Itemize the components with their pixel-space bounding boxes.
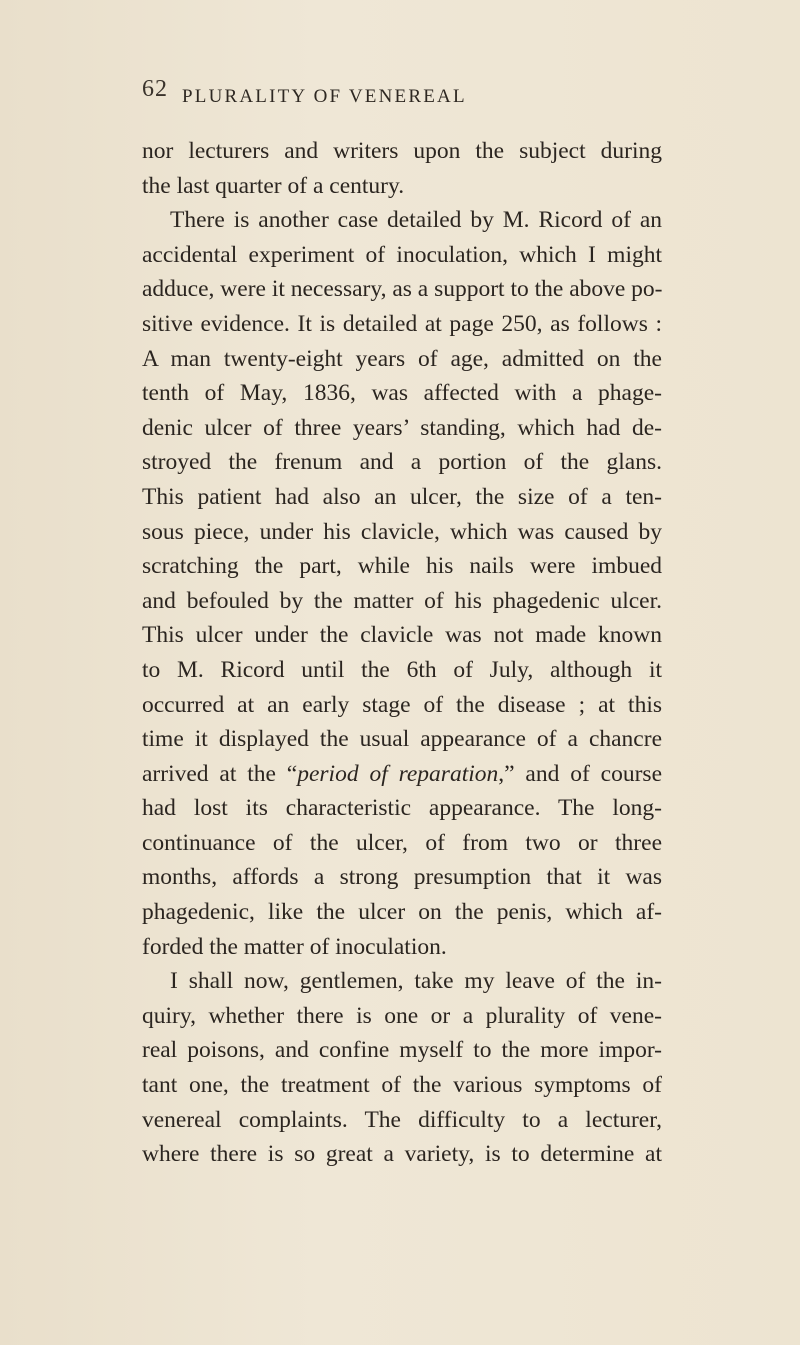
text-run: arrived at the “ bbox=[142, 760, 298, 787]
text-line bbox=[142, 618, 662, 653]
text-line bbox=[142, 722, 662, 757]
text-run: forded the matter of inoculation. bbox=[142, 933, 447, 960]
text-run: venereal complaints. The difficulty to a lecturer, bbox=[142, 1106, 662, 1133]
text-run: continuance of the ulcer, of from two or three bbox=[142, 829, 662, 856]
text-line bbox=[142, 1033, 662, 1068]
text-line bbox=[142, 203, 662, 238]
text-line bbox=[142, 688, 662, 723]
text-run: accidental experiment of inoculation, which I might bbox=[142, 241, 662, 268]
text-run: This patient had also an ulcer, the size of a ten- bbox=[142, 483, 662, 510]
text-run: A man twenty-eight years of age, admitted on the bbox=[142, 345, 662, 372]
text-run: the last quarter of a century. bbox=[142, 172, 405, 199]
text-run: ,” and of course bbox=[498, 760, 662, 787]
text-line bbox=[142, 411, 662, 446]
text-line bbox=[142, 826, 662, 861]
page-header bbox=[142, 76, 662, 116]
italic-phrase: period of reparation bbox=[297, 760, 499, 787]
text-line bbox=[142, 964, 662, 999]
text-run: had lost its characteristic appearance. The long- bbox=[142, 795, 662, 822]
text-run: time it displayed the usual appearance of a chancre bbox=[142, 726, 662, 753]
text-run: adduce, were it necessary, as a support to the above po- bbox=[142, 276, 663, 303]
text-line bbox=[142, 376, 662, 411]
text-line bbox=[142, 1137, 662, 1172]
text-line bbox=[142, 895, 662, 930]
text-run: and befouled by the matter of his phagedenic ulcer. bbox=[142, 587, 662, 614]
text-run: There is another case detailed by M. Ricord of an bbox=[170, 207, 662, 234]
text-line bbox=[142, 653, 662, 688]
page-number: 62 bbox=[142, 76, 168, 102]
text-run: sitive evidence. It is detailed at page 250, as follows : bbox=[142, 310, 662, 337]
text-run: real poisons, and confine myself to the more impor- bbox=[142, 1037, 662, 1064]
text-run: phagedenic, like the ulcer on the penis, which af- bbox=[142, 899, 662, 926]
text-run: sous piece, under his clavicle, which was caused by bbox=[142, 518, 662, 545]
body-text bbox=[142, 134, 662, 1172]
text-line bbox=[142, 342, 662, 377]
text-line bbox=[142, 169, 662, 204]
text-run: occurred at an early stage of the disease ; at this bbox=[142, 691, 662, 718]
text-line bbox=[142, 860, 662, 895]
text-line bbox=[142, 930, 662, 965]
text-run: stroyed the frenum and a portion of the glans. bbox=[142, 449, 662, 476]
text-line bbox=[142, 134, 662, 169]
text-run: to M. Ricord until the 6th of July, although it bbox=[142, 656, 662, 683]
text-run: This ulcer under the clavicle was not made known bbox=[142, 622, 662, 649]
text-run: tant one, the treatment of the various symptoms of bbox=[142, 1072, 662, 1099]
text-run: quiry, whether there is one or a plurality of vene- bbox=[142, 1002, 662, 1029]
text-line bbox=[142, 1103, 662, 1138]
text-line bbox=[142, 445, 662, 480]
text-line bbox=[142, 480, 662, 515]
text-line bbox=[142, 307, 662, 342]
text-line bbox=[142, 757, 662, 792]
text-line bbox=[142, 515, 662, 550]
text-line bbox=[142, 1068, 662, 1103]
text-run: denic ulcer of three years’ standing, which had de- bbox=[142, 414, 662, 441]
text-run: nor lecturers and writers upon the subject during bbox=[142, 138, 662, 164]
text-line bbox=[142, 584, 662, 619]
text-run: months, affords a strong presumption that it was bbox=[142, 864, 662, 891]
text-run: tenth of May, 1836, was affected with a phage- bbox=[142, 380, 662, 407]
running-head: PLURALITY OF VENEREAL bbox=[182, 86, 467, 107]
text-line bbox=[142, 791, 662, 826]
text-line bbox=[142, 549, 662, 584]
text-line bbox=[142, 999, 662, 1034]
text-run: where there is so great a variety, is to determine at bbox=[142, 1141, 662, 1168]
text-run: I shall now, gentlemen, take my leave of the in- bbox=[170, 968, 662, 995]
text-run: scratching the part, while his nails were imbued bbox=[142, 553, 662, 580]
text-line bbox=[142, 238, 662, 273]
text-line bbox=[142, 272, 662, 307]
